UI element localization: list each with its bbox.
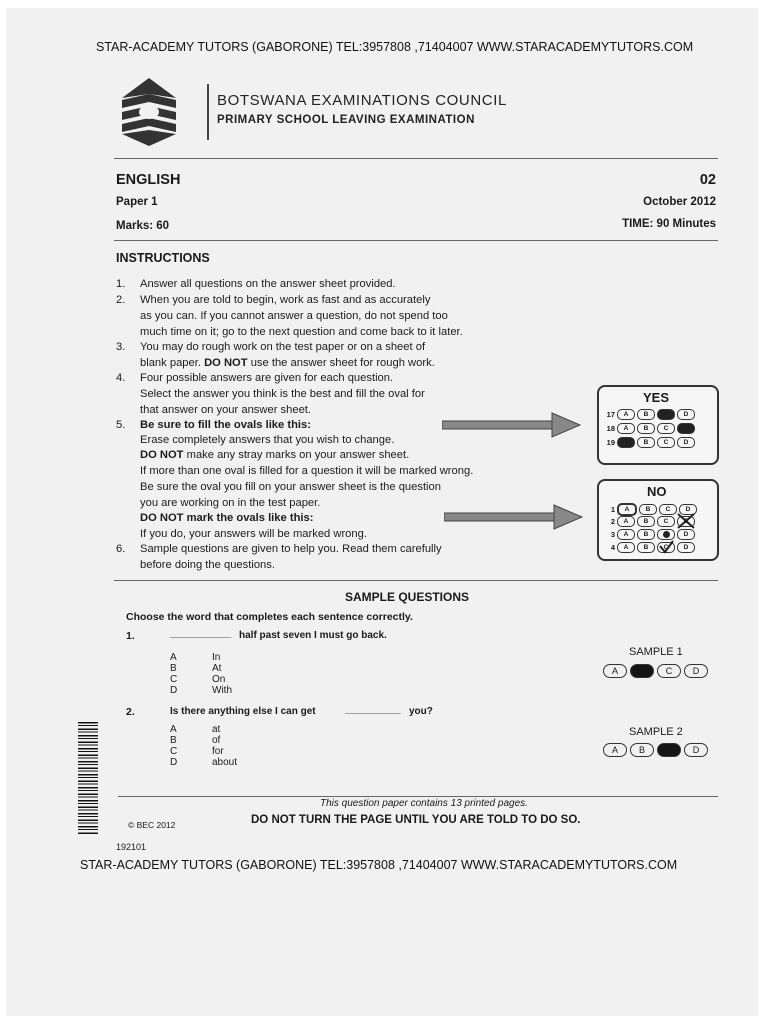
oval-row-number: 1 [610,505,615,514]
answer-oval: A [617,423,635,434]
pages-note: This question paper contains 13 printed pages. [320,798,528,809]
answer-oval: D [679,504,697,515]
oval-row [603,437,697,448]
instruction-line: Erase completely answers that you wish to change. [140,434,395,446]
instruction-line: Answer all questions on the answer sheet provided. [140,278,396,290]
answer-oval: B [637,542,655,553]
barcode [78,722,98,834]
instruction-number: 3. [116,341,126,353]
paper-code: 02 [699,172,716,188]
dot-mark-icon [663,531,670,538]
question-text: Is there anything else I can get [170,706,316,717]
instruction-line: You may do rough work on the test paper or on a sheet of [140,341,426,353]
option-text: of [212,735,221,746]
option-letter: A [170,652,177,663]
answer-oval: C [657,423,675,434]
subject-title: ENGLISH [116,172,181,188]
yes-example-box [597,385,719,465]
answer-oval-filled [617,437,635,448]
oval-row-number: 4 [610,543,615,552]
oval-row-number: 19 [606,438,615,447]
warning-text: DO NOT TURN THE PAGE UNTIL YOU ARE TOLD TO DO SO. [251,814,581,826]
answer-oval-circled: A [617,503,637,516]
oval-row-number: 18 [606,424,615,433]
footer-rule [118,796,718,797]
option-letter: B [170,735,177,746]
council-name: BOTSWANA EXAMINATIONS COUNCIL [217,92,507,109]
sample-answer-ovals [603,743,711,757]
sample-oval: D [684,743,708,757]
exam-date: October 2012 [643,196,716,208]
answer-oval-letter: C [663,544,669,551]
page-header-text: STAR-ACADEMY TUTORS (GABORONE) TEL:3957808 ,71404007 WWW.STARACADEMYTUTORS.COM [96,40,694,54]
instruction-line: DO NOT mark the ovals like this: [140,512,314,524]
oval-row [603,529,697,540]
instruction-line: as you can. If you cannot answer a question, do not spend too [140,310,448,322]
instruction-number: 4. [116,372,126,384]
sample-oval: D [684,664,708,678]
no-example-box [597,479,719,561]
sample-oval: B [630,743,654,757]
instruction-number: 2. [116,294,126,306]
sample-label: SAMPLE 2 [629,726,683,738]
answer-oval: B [637,516,655,527]
answer-oval: A [617,409,635,420]
no-title: NO [647,484,667,499]
instruction-number: 6. [116,543,126,555]
exam-title: PRIMARY SCHOOL LEAVING EXAMINATION [217,114,475,126]
answer-oval: D [677,437,695,448]
answer-oval: C [657,437,675,448]
instruction-text: blank paper. [140,357,205,369]
answer-oval-ticked [657,542,675,553]
sample-oval: A [603,664,627,678]
instruction-line: If more than one oval is filled for a question it will be marked wrong. [140,465,474,477]
answer-oval-crossed [677,516,695,527]
oval-row-number: 2 [610,517,615,526]
info-rule [114,240,718,241]
option-text: about [212,757,238,768]
sample-label: SAMPLE 1 [629,646,683,658]
instructions-title: INSTRUCTIONS [116,251,210,265]
option-letter: C [170,746,178,757]
answer-oval-filled [677,423,695,434]
instruction-line: Be sure the oval you fill on your answer sheet is the question [140,481,441,493]
answer-oval: B [639,504,657,515]
header-rule [114,158,718,159]
instruction-line: Be sure to fill the ovals like this: [140,419,311,431]
instruction-number: 1. [116,278,126,290]
marks-total: Marks: 60 [116,220,170,232]
question-blank: __________ [345,704,401,715]
answer-oval: D [677,409,695,420]
oval-row-number: 17 [606,410,615,419]
arrow-right-icon [442,412,582,438]
option-text: for [212,746,224,757]
option-text: On [212,674,226,685]
sample-rule [114,580,718,581]
bec-logo-icon [120,76,178,148]
sample-oval-filled [657,743,681,757]
instruction-line [140,357,435,369]
answer-oval: C [659,504,677,515]
answer-oval: A [617,529,635,540]
arrow-right-icon [444,504,584,530]
instruction-text: use the answer sheet for rough work. [247,357,435,369]
option-letter: D [170,757,178,768]
instruction-line: you are working on in the test paper. [140,497,321,509]
sample-oval: A [603,743,627,757]
oval-row [603,423,697,434]
instruction-text: make any stray marks on your answer sheet. [183,449,410,461]
option-text: In [212,652,221,663]
sample-oval: C [657,664,681,678]
oval-row [603,516,697,527]
option-letter: C [170,674,178,685]
oval-row-number: 3 [610,530,615,539]
answer-oval: B [637,437,655,448]
answer-oval: B [637,423,655,434]
oval-row [603,409,697,420]
instruction-line: If you do, your answers will be marked wrong. [140,528,367,540]
sample-oval-filled [630,664,654,678]
sample-questions-title: SAMPLE QUESTIONS [345,590,470,604]
copyright-text: © BEC 2012 [128,820,176,830]
instruction-line: before doing the questions. [140,559,275,571]
page-footer-text: STAR-ACADEMY TUTORS (GABORONE) TEL:3957808 ,71404007 WWW.STARACADEMYTUTORS.COM [80,858,678,872]
instruction-emphasis: DO NOT [140,449,184,461]
instruction-number: 5. [116,419,126,431]
instruction-line: that answer on your answer sheet. [140,404,312,416]
answer-oval: A [617,542,635,553]
instruction-emphasis: DO NOT [204,357,248,369]
option-letter: A [170,724,177,735]
question-number: 2. [126,706,135,718]
option-letter: D [170,685,178,696]
option-text: With [212,685,232,696]
check-mark-icon [658,540,674,554]
instruction-line [140,449,409,461]
question-blank: ___________ [170,628,232,639]
instruction-line: Sample questions are given to help you. Read them carefully [140,543,442,555]
answer-oval: C [657,516,675,527]
header-divider [207,84,209,140]
answer-oval: D [677,529,695,540]
option-letter: B [170,663,177,674]
question-text: half past seven I must go back. [239,630,387,641]
option-text: at [212,724,221,735]
instruction-line: When you are told to begin, work as fast and as accurately [140,294,431,306]
paper-serial-code: 192101 [116,842,147,852]
instruction-line: much time on it; go to the next question and come back to it later. [140,326,463,338]
instruction-line: Select the answer you think is the best and fill the oval for [140,388,425,400]
instruction-line: Four possible answers are given for each question. [140,372,394,384]
sample-instruction: Choose the word that completes each sentence correctly. [126,611,413,623]
sample-answer-ovals [603,664,711,678]
answer-oval: B [637,409,655,420]
question-number: 1. [126,630,135,642]
question-text: you? [409,706,433,717]
answer-oval: D [677,542,695,553]
answer-oval-filled [657,409,675,420]
exam-time: TIME: 90 Minutes [622,218,716,230]
option-text: At [212,663,222,674]
paper-number: Paper 1 [116,196,158,208]
answer-oval: B [637,529,655,540]
yes-title: YES [643,390,670,405]
answer-oval: A [617,516,635,527]
answer-oval-dotted [657,529,675,540]
cross-mark-icon [676,513,696,529]
oval-row [603,542,697,553]
